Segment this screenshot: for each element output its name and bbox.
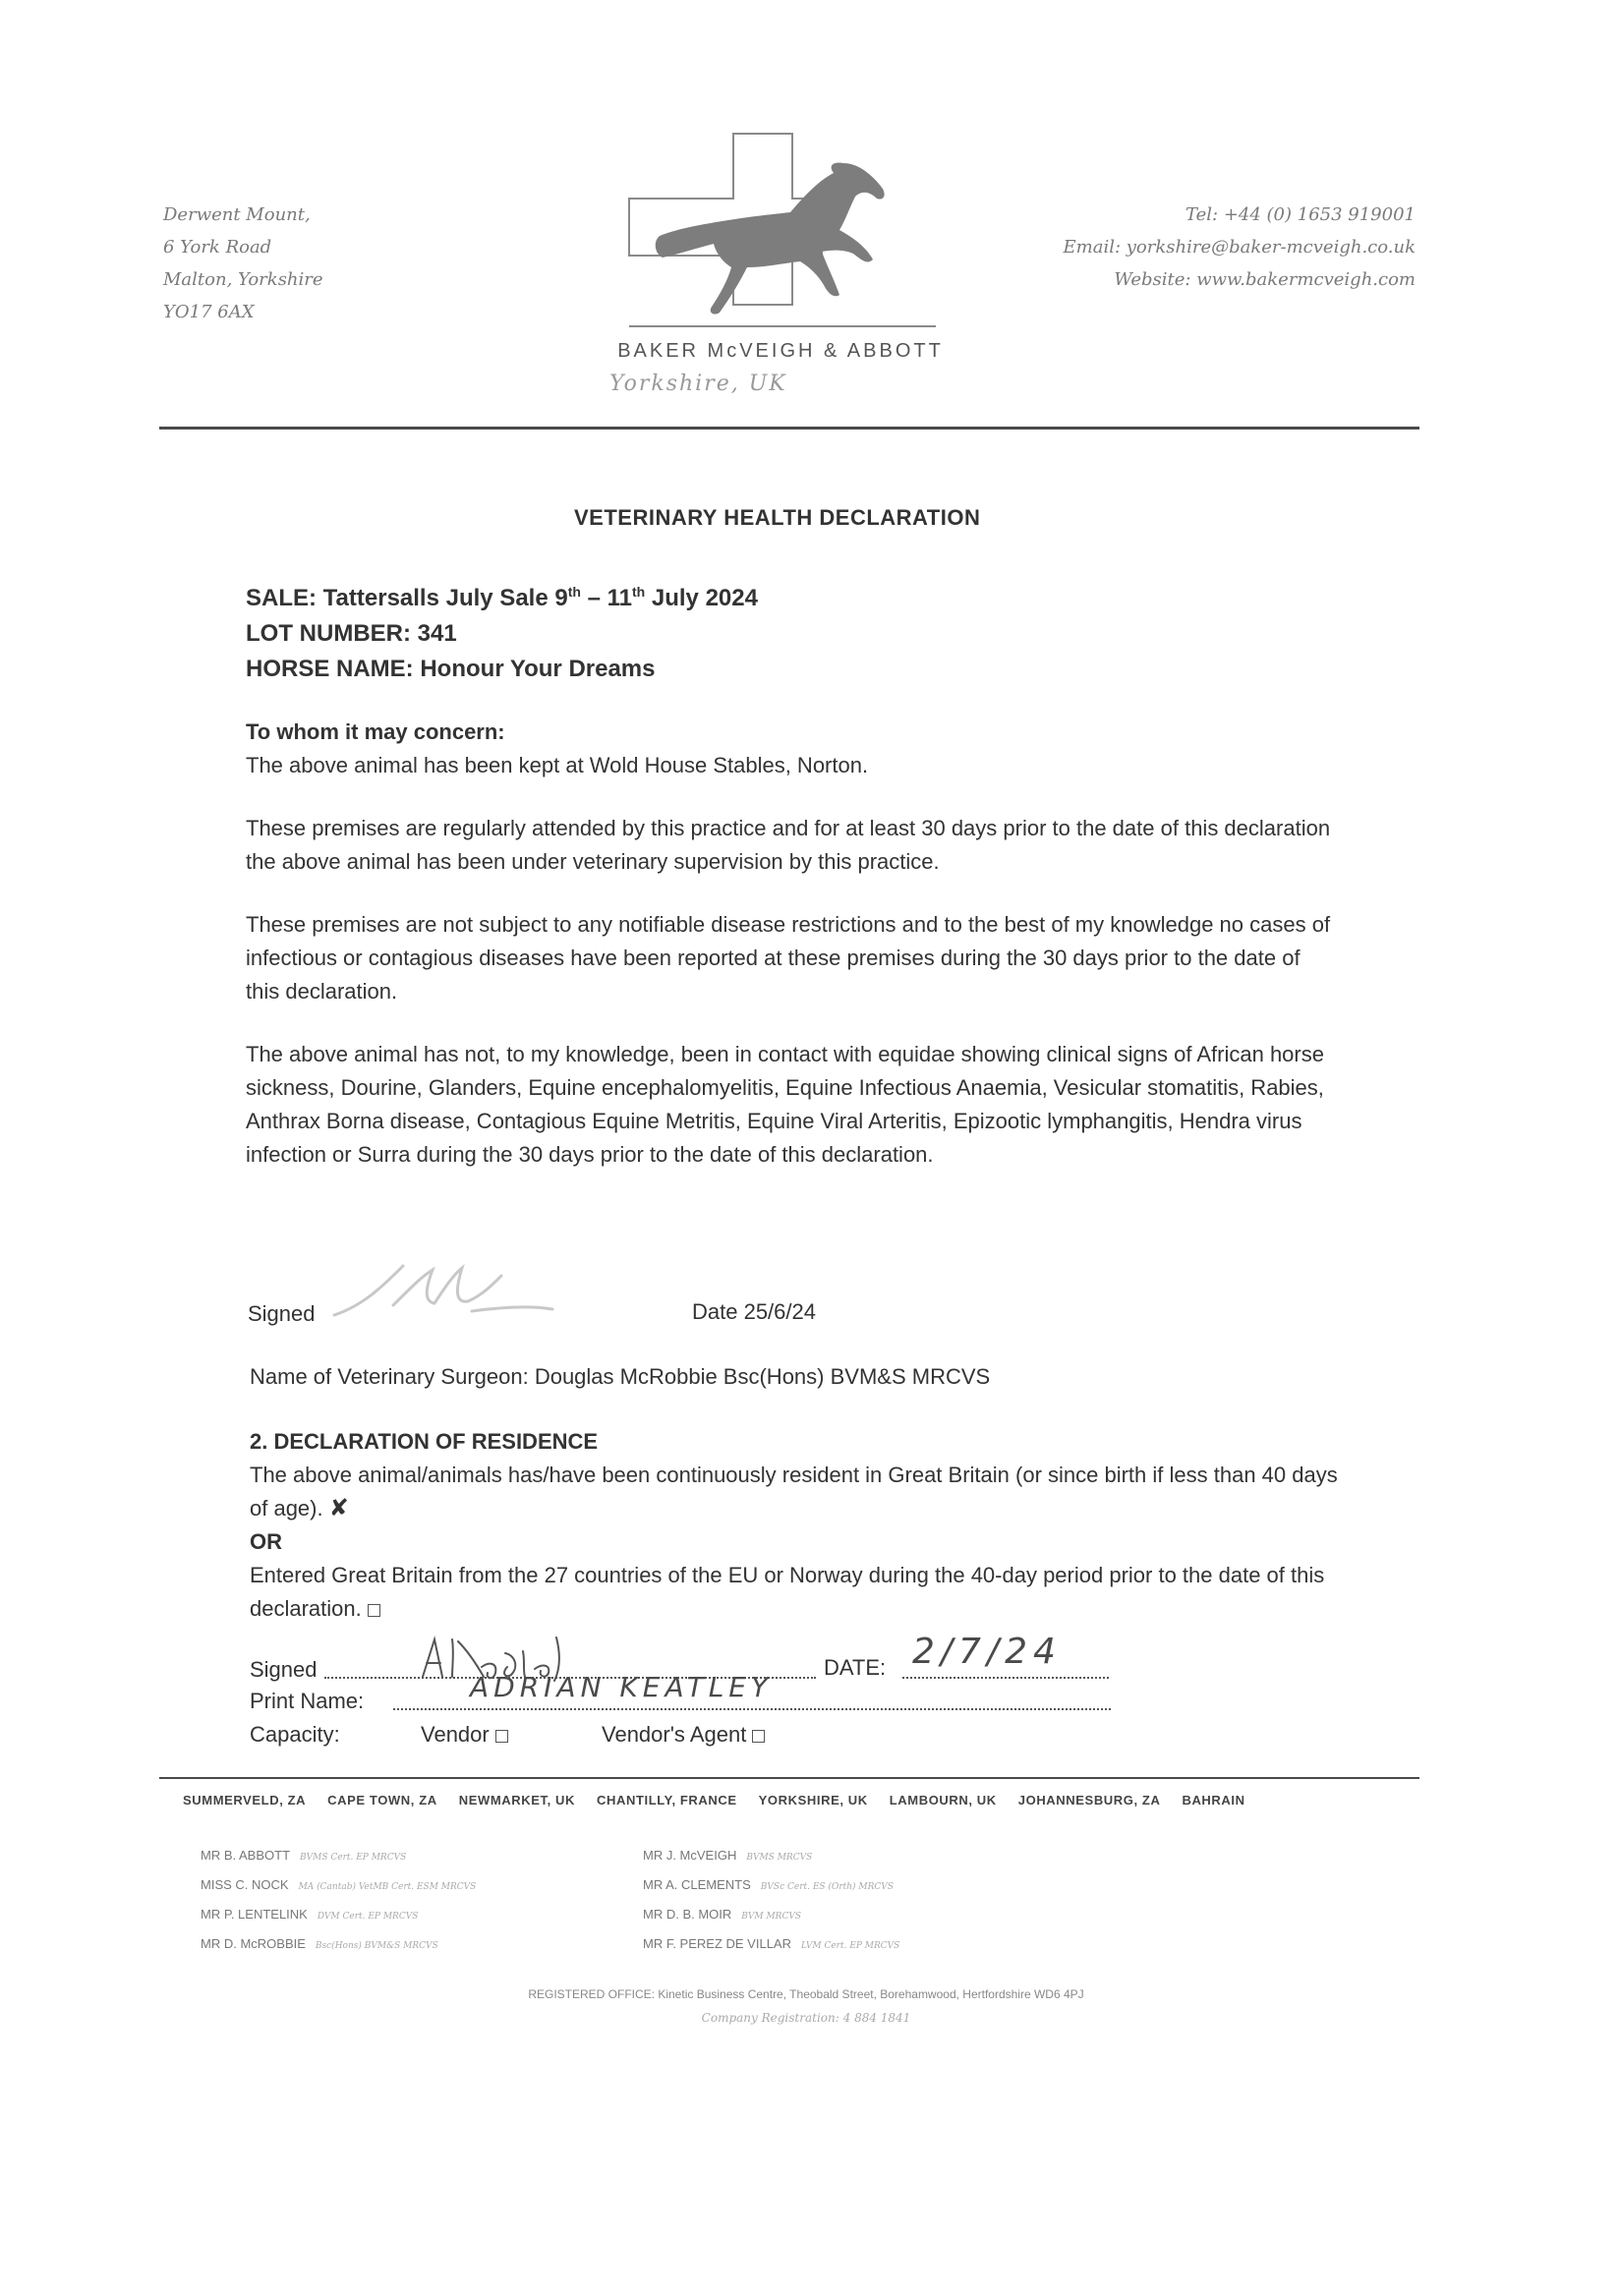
- partner-entry: [201, 1930, 633, 1960]
- vendor-agent-label: Vendor's Agent: [602, 1722, 747, 1747]
- sale-line: [246, 574, 1327, 616]
- partner-name: MR B. ABBOTT: [201, 1848, 291, 1863]
- vet-signed-label: Signed: [248, 1301, 316, 1326]
- phone: Tel: +44 (0) 1653 919001: [1185, 204, 1416, 225]
- vendor-signed-label: Signed: [250, 1657, 318, 1682]
- partner-name: MR P. LENTELINK: [201, 1907, 308, 1922]
- cross-and-horse-logo: [625, 130, 940, 336]
- website-link[interactable]: Website: www.bakermcveigh.com: [1114, 269, 1416, 290]
- address-line: 6 York Road: [163, 237, 272, 258]
- option-text: The above animal/animals has/have been continuously resident in Great Britain (or since birth if less than 40 days of age).: [250, 1463, 1338, 1521]
- print-name-label: Print Name:: [250, 1689, 365, 1713]
- vet-signature: [324, 1246, 560, 1340]
- page-title: VETERINARY HEALTH DECLARATION: [574, 505, 981, 530]
- office-location: YORKSHIRE, UK: [758, 1793, 868, 1808]
- residence-option-1: [250, 1459, 1341, 1525]
- print-name-value: ADRIAN KEATLEY: [470, 1671, 774, 1703]
- partner-name: MR J. McVEIGH: [643, 1848, 737, 1863]
- vendor-agent-option: [602, 1718, 765, 1751]
- address-line: Malton, Yorkshire: [163, 269, 323, 290]
- partner-name: MISS C. NOCK: [201, 1877, 289, 1892]
- logo-svg: [625, 130, 940, 336]
- practice-address: [163, 199, 419, 328]
- vet-date: Date 25/6/24: [692, 1299, 816, 1324]
- address-line: Derwent Mount,: [163, 204, 311, 225]
- partner-quals: DVM Cert. EP MRCVS: [317, 1912, 419, 1922]
- residence-heading: 2. DECLARATION OF RESIDENCE: [250, 1429, 599, 1454]
- partner-entry: [643, 1871, 1154, 1901]
- footer-divider: [159, 1777, 1419, 1779]
- office-location: BAHRAIN: [1182, 1793, 1245, 1808]
- partner-quals: LVM Cert. EP MRCVS: [800, 1941, 900, 1951]
- partner-name: MR D. McROBBIE: [201, 1936, 306, 1951]
- partner-quals: BVMS Cert. EP MRCVS: [300, 1853, 407, 1863]
- brand-name: BAKER McVEIGH & ABBOTT: [617, 340, 944, 362]
- vendor-label: Vendor: [421, 1722, 490, 1747]
- sale-details: [246, 574, 1327, 687]
- paragraph: The above animal has not, to my knowledge, been in contact with equidae showing clinical signs of African horse sickness, Dourine, Glanders, Equine encephalomyelitis, Equine Infectious Anaemia, Vesicular stomatitis, Rabies, Anthrax Borna disease, Contagious Equine Metritis, Equine Viral Arteritis, Epizootic lymphangitis, Hendra virus infection or Surra during the 30 days prior to the date of this declaration.: [246, 1042, 1324, 1167]
- paragraph: The above animal has been kept at Wold House Stables, Norton.: [246, 753, 869, 777]
- partner-quals: BVSc Cert. ES (Orth) MRCVS: [760, 1882, 894, 1892]
- partners-right: [643, 1842, 1154, 1960]
- option-text: Entered Great Britain from the 27 countries of the EU or Norway during the 40-day period prior to the date of this declaration.: [250, 1563, 1325, 1621]
- signature-svg: [324, 1246, 560, 1335]
- office-location: JOHANNESBURG, ZA: [1017, 1793, 1161, 1808]
- residence-option-2: [250, 1559, 1341, 1626]
- tick-mark: ✘: [328, 1495, 349, 1521]
- partner-entry: [201, 1842, 633, 1871]
- lot-number: LOT NUMBER: 341: [246, 620, 457, 647]
- vendor-checkbox[interactable]: [495, 1730, 508, 1743]
- partner-entry: [643, 1930, 1154, 1960]
- declaration-body: [246, 716, 1337, 1172]
- capacity-label: Capacity:: [250, 1722, 340, 1747]
- partner-name: MR D. B. MOIR: [643, 1907, 732, 1922]
- address-line: YO17 6AX: [163, 302, 255, 322]
- ordinal: th: [631, 584, 646, 600]
- partners-left: [201, 1842, 633, 1960]
- partner-name: MR A. CLEMENTS: [643, 1877, 751, 1892]
- vendor-option: [421, 1718, 508, 1751]
- sale-text: SALE: Tattersalls July Sale 9: [246, 585, 568, 611]
- company-registration: Company Registration: 4 884 1841: [701, 2011, 911, 2025]
- horse-name: HORSE NAME: Honour Your Dreams: [246, 656, 656, 682]
- partner-quals: Bsc(Hons) BVM&S MRCVS: [315, 1941, 438, 1951]
- email-link[interactable]: Email: yorkshire@baker-mcveigh.co.uk: [1063, 237, 1416, 258]
- partner-entry: [201, 1871, 633, 1901]
- horse-silhouette: [656, 162, 885, 314]
- practice-contact: [1022, 199, 1416, 296]
- ordinal: th: [567, 584, 581, 600]
- or-separator: OR: [250, 1529, 282, 1554]
- office-location: CAPE TOWN, ZA: [327, 1793, 437, 1808]
- partner-entry: [643, 1842, 1154, 1871]
- vendor-date-label: DATE:: [824, 1655, 887, 1680]
- office-location: CHANTILLY, FRANCE: [597, 1793, 737, 1808]
- office-location: NEWMARKET, UK: [458, 1793, 576, 1808]
- sale-text: – 11: [580, 585, 632, 611]
- registered-office: REGISTERED OFFICE: Kinetic Business Centre, Theobald Street, Borehamwood, Hertfordshire WD6 4PJ: [528, 1987, 1084, 2001]
- vendor-agent-checkbox[interactable]: [752, 1730, 765, 1743]
- sale-text: July 2024: [645, 585, 758, 611]
- brand-subtitle: Yorkshire, UK: [609, 372, 787, 396]
- office-locations: [183, 1793, 1421, 1808]
- partner-quals: BVMS MRCVS: [746, 1853, 813, 1863]
- paragraph: These premises are regularly attended by this practice and for at least 30 days prior to the date of this declaration the above animal has been under veterinary supervision by this practice.: [246, 816, 1331, 874]
- option-2-checkbox[interactable]: [368, 1604, 380, 1617]
- vendor-date: 2/7/24: [912, 1632, 1062, 1672]
- partner-quals: BVM MRCVS: [741, 1912, 802, 1922]
- partner-name: MR F. PEREZ DE VILLAR: [643, 1936, 791, 1951]
- partner-entry: [201, 1901, 633, 1930]
- residence-section: [250, 1425, 1341, 1626]
- partner-entry: [643, 1901, 1154, 1930]
- header-divider: [159, 427, 1419, 430]
- partner-quals: MA (Cantab) VetMB Cert. ESM MRCVS: [298, 1882, 477, 1892]
- vet-name: Name of Veterinary Surgeon: Douglas McRobbie Bsc(Hons) BVM&S MRCVS: [250, 1364, 991, 1389]
- salutation: To whom it may concern:: [246, 719, 505, 744]
- office-location: LAMBOURN, UK: [889, 1793, 997, 1808]
- office-location: SUMMERVELD, ZA: [183, 1793, 307, 1808]
- paragraph: These premises are not subject to any notifiable disease restrictions and to the best of my knowledge no cases of infectious or contagious diseases have been reported at these premises during the 30 days prior to the date of this declaration.: [246, 912, 1331, 1004]
